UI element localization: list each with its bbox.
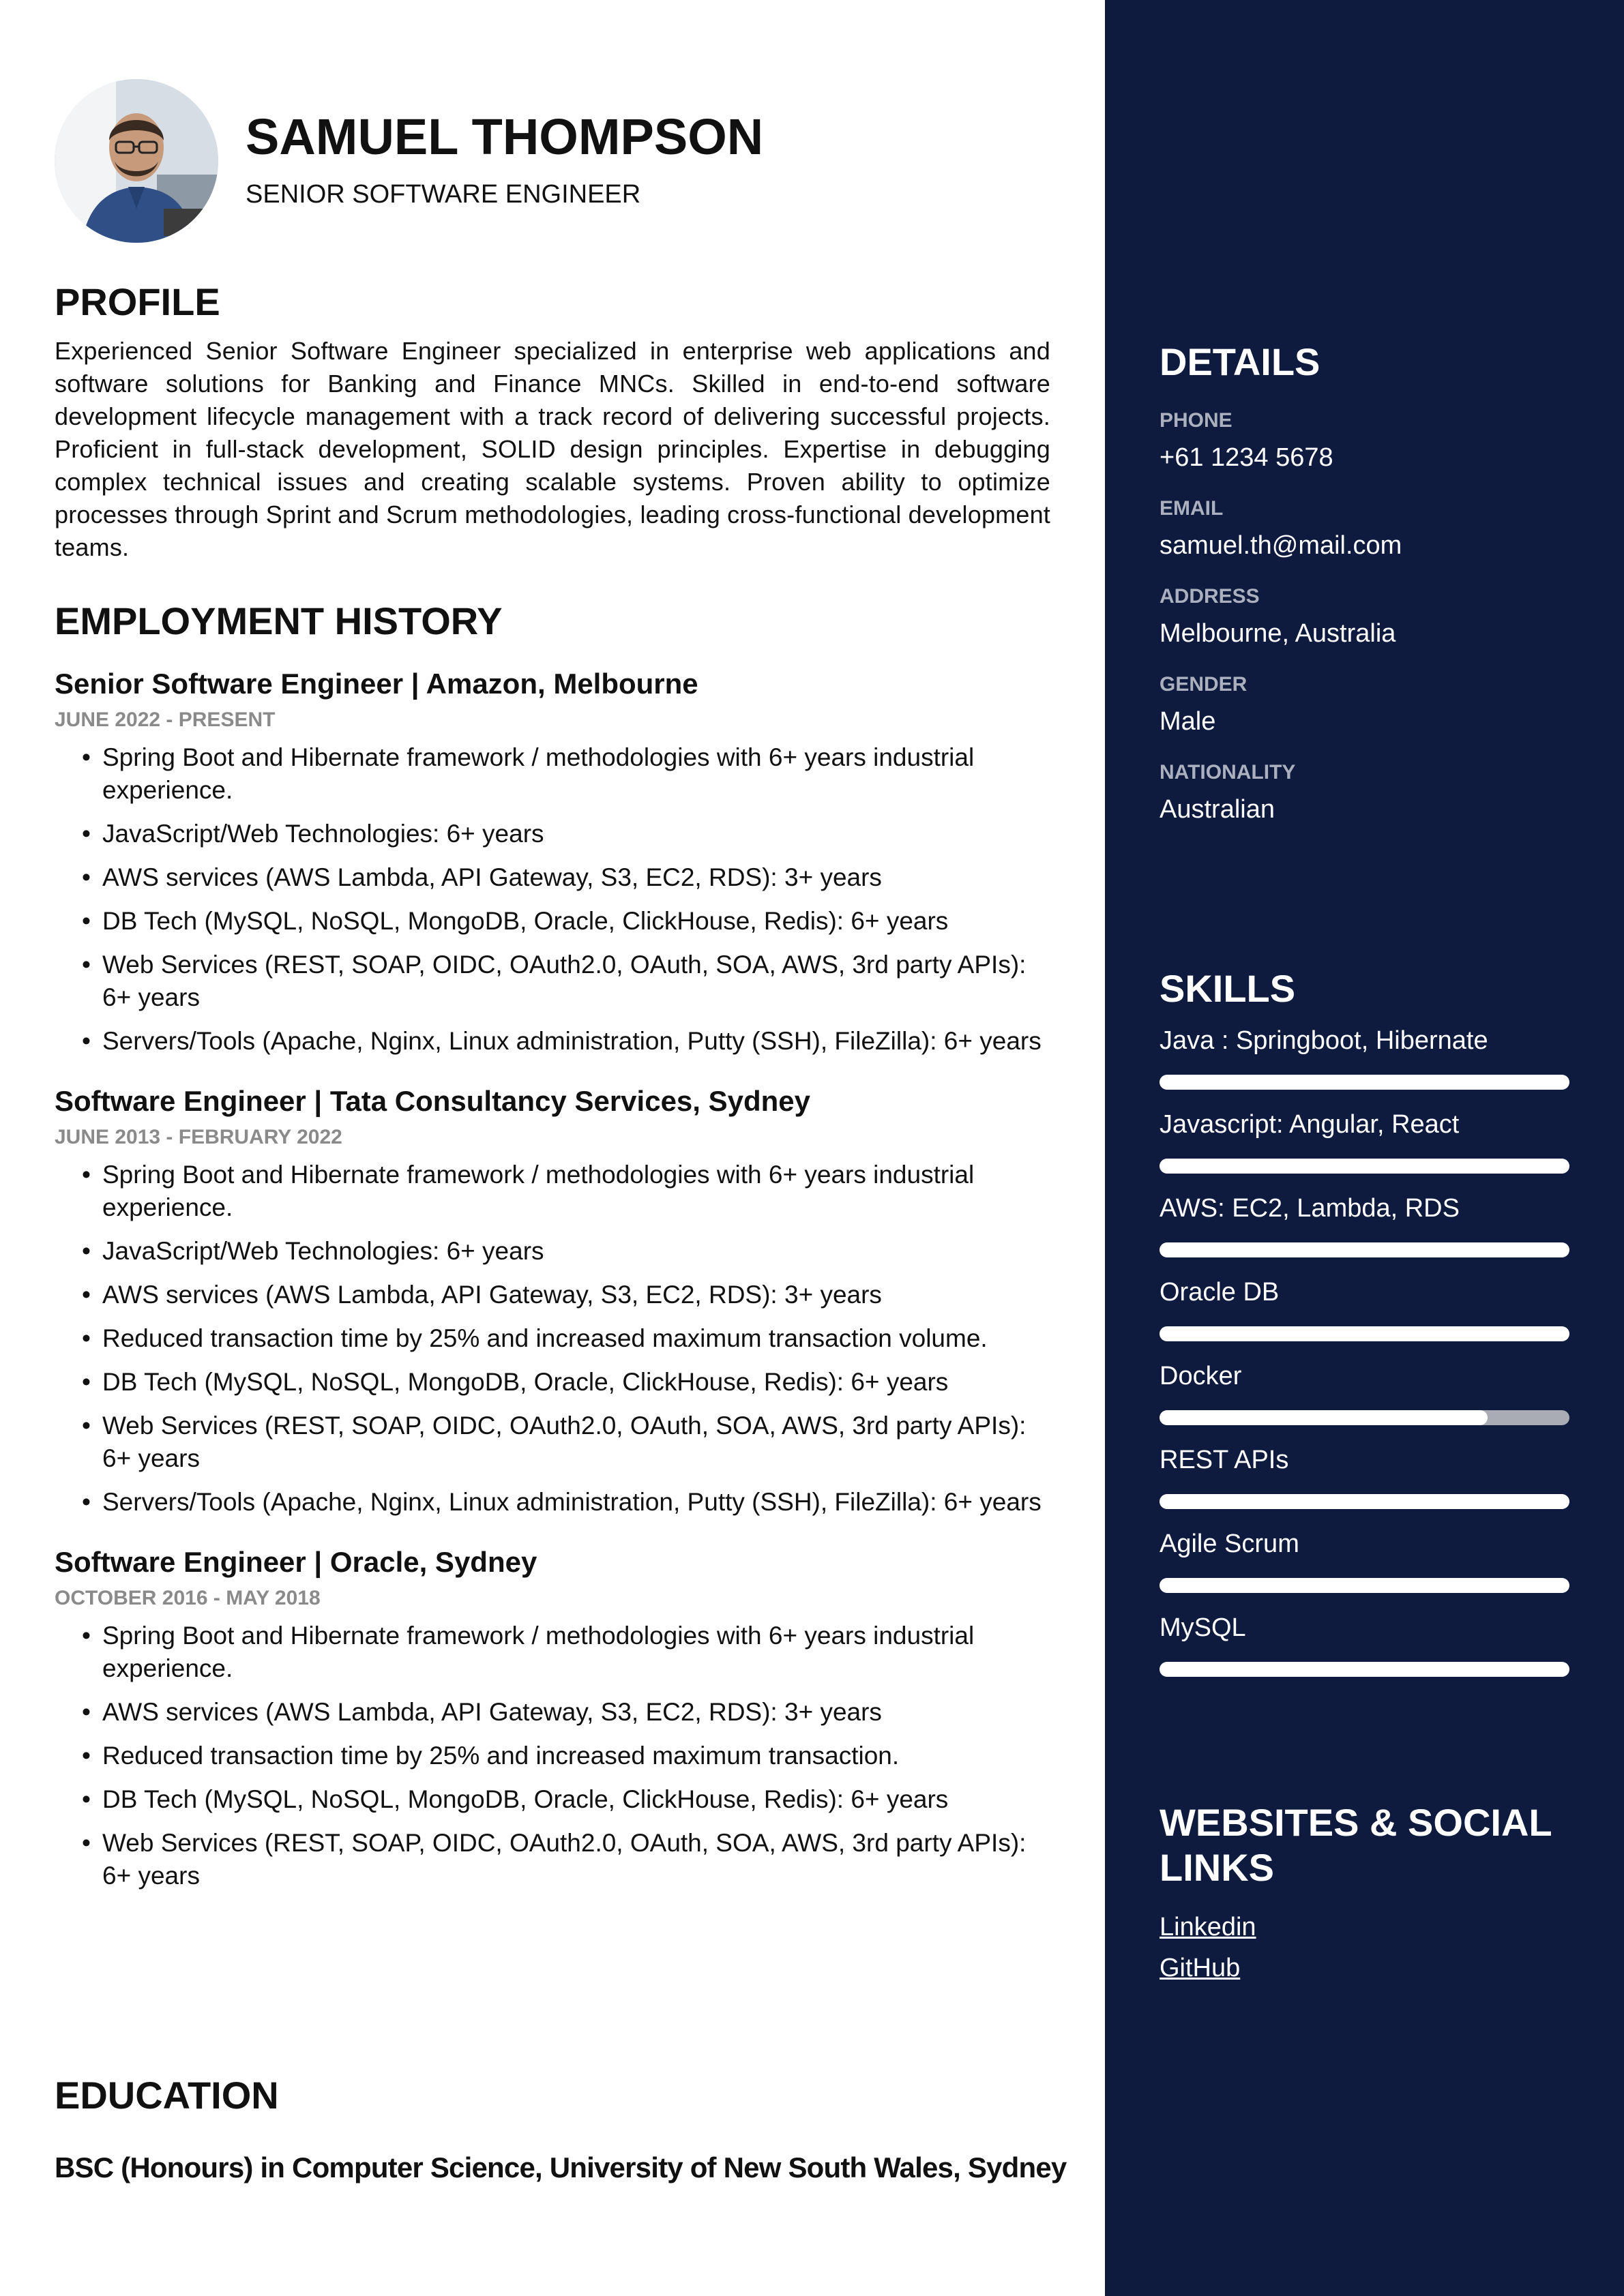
skill-item [1160, 1530, 1569, 1593]
skill-level-fill [1160, 1159, 1569, 1174]
skill-level-bar [1160, 1242, 1569, 1257]
job-title: Software Engineer | Oracle, Sydney [55, 1546, 537, 1578]
skill-level-fill [1160, 1410, 1488, 1425]
candidate-role: SENIOR SOFTWARE ENGINEER [246, 180, 641, 209]
candidate-name: SAMUEL THOMPSON [246, 108, 764, 165]
detail-label: ADDRESS [1160, 585, 1260, 608]
skills-section [1160, 966, 1569, 1677]
profile-section [55, 280, 1050, 564]
list-item: • JavaScript/Web Technologies: 6+ years [102, 818, 1050, 850]
skill-item [1160, 1026, 1569, 1090]
skill-level-bar [1160, 1410, 1569, 1425]
skill-name: REST APIs [1160, 1446, 1289, 1474]
education-section [55, 2073, 1067, 2184]
job-entry [55, 668, 1050, 1058]
skill-level-fill [1160, 1075, 1569, 1090]
list-item: • Reduced transaction time by 25% and increased maximum transaction. [102, 1740, 1050, 1772]
github-link[interactable]: GitHub [1160, 1954, 1241, 1982]
skill-level-bar [1160, 1159, 1569, 1174]
job-title: Senior Software Engineer | Amazon, Melbourne [55, 668, 698, 700]
skill-name: MySQL [1160, 1613, 1246, 1642]
skill-item [1160, 1194, 1569, 1257]
list-item: • Web Services (REST, SOAP, OIDC, OAuth2.0, OAuth, SOA, AWS, 3rd party APIs): 6+ years [102, 1410, 1050, 1475]
list-item: • Servers/Tools (Apache, Nginx, Linux administration, Putty (SSH), FileZilla): 6+ years [102, 1025, 1050, 1058]
skill-level-bar [1160, 1578, 1569, 1593]
linkedin-link[interactable]: Linkedin [1160, 1913, 1256, 1941]
detail-label: EMAIL [1160, 497, 1224, 520]
detail-email: samuel.th@mail.com [1160, 531, 1402, 560]
skill-name: AWS: EC2, Lambda, RDS [1160, 1194, 1460, 1223]
detail-address: Melbourne, Australia [1160, 619, 1396, 648]
detail-phone: +61 1234 5678 [1160, 443, 1333, 472]
profile-summary: Experienced Senior Software Engineer specialized in enterprise web applications and software solutions for Banking and Finance MNCs. Skilled in end-to-end software development lifecycle management with a track record of delivering successful projects. Proficient in full-stack development, SOLID design principles. Expertise in debugging complex technical issues and creating scalable systems. Proven ability to optimize processes through Sprint and Scrum methodologies, leading cross-functional development teams. [55, 337, 1051, 561]
section-title: PROFILE [55, 280, 220, 323]
skill-level-fill [1160, 1242, 1569, 1257]
skill-level-fill [1160, 1578, 1569, 1593]
education-degree: BSC (Honours) in Computer Science, University of New South Wales, Sydney [55, 2151, 1067, 2183]
job-bullets [55, 1620, 1050, 1892]
profile-photo [55, 79, 218, 243]
section-title: SKILLS [1160, 967, 1296, 1010]
skill-item [1160, 1446, 1569, 1509]
employment-section [55, 599, 1050, 1903]
skill-name: Agile Scrum [1160, 1530, 1299, 1558]
list-item: • DB Tech (MySQL, NoSQL, MongoDB, Oracle, ClickHouse, Redis): 6+ years [102, 1366, 1050, 1399]
job-bullets [55, 741, 1050, 1058]
list-item: • Spring Boot and Hibernate framework / methodologies with 6+ years industrial experience. [102, 1159, 1050, 1224]
list-item: • AWS services (AWS Lambda, API Gateway, S3, EC2, RDS): 3+ years [102, 861, 1050, 894]
skill-level-bar [1160, 1075, 1569, 1090]
list-item: • DB Tech (MySQL, NoSQL, MongoDB, Oracle, ClickHouse, Redis): 6+ years [102, 1783, 1050, 1816]
list-item: • Spring Boot and Hibernate framework / methodologies with 6+ years industrial experience. [102, 1620, 1050, 1685]
job-dates: JUNE 2022 - PRESENT [55, 709, 276, 731]
sidebar [1105, 0, 1624, 2296]
skill-item [1160, 1278, 1569, 1341]
skill-item [1160, 1362, 1569, 1425]
detail-label: PHONE [1160, 409, 1232, 432]
section-title: DETAILS [1160, 340, 1320, 383]
job-bullets [55, 1159, 1050, 1519]
detail-gender: Male [1160, 707, 1216, 736]
skill-name: Javascript: Angular, React [1160, 1110, 1460, 1139]
links-section [1160, 1800, 1569, 1988]
detail-nationality: Australian [1160, 795, 1275, 824]
list-item: • AWS services (AWS Lambda, API Gateway, S3, EC2, RDS): 3+ years [102, 1279, 1050, 1311]
details-section [1160, 340, 1569, 824]
section-title: EMPLOYMENT HISTORY [55, 599, 503, 642]
list-item: • AWS services (AWS Lambda, API Gateway, S3, EC2, RDS): 3+ years [102, 1696, 1050, 1729]
list-item: • Web Services (REST, SOAP, OIDC, OAuth2.0, OAuth, SOA, AWS, 3rd party APIs): 6+ years [102, 949, 1050, 1014]
skill-level-fill [1160, 1326, 1569, 1341]
list-item: • Spring Boot and Hibernate framework / methodologies with 6+ years industrial experience. [102, 741, 1050, 807]
job-entry [55, 1546, 1050, 1892]
skill-level-bar [1160, 1494, 1569, 1509]
job-title: Software Engineer | Tata Consultancy Services, Sydney [55, 1085, 811, 1117]
skill-level-fill [1160, 1662, 1569, 1677]
detail-label: NATIONALITY [1160, 761, 1296, 784]
section-title: WEBSITES & SOCIAL LINKS [1160, 1801, 1552, 1889]
skill-level-bar [1160, 1662, 1569, 1677]
list-item: • Reduced transaction time by 25% and increased maximum transaction volume. [102, 1322, 1050, 1355]
skill-name: Oracle DB [1160, 1278, 1280, 1307]
skill-item [1160, 1110, 1569, 1174]
list-item: • JavaScript/Web Technologies: 6+ years [102, 1235, 1050, 1268]
resume-header [55, 79, 1050, 243]
skill-name: Java : Springboot, Hibernate [1160, 1026, 1488, 1055]
detail-label: GENDER [1160, 673, 1247, 696]
skill-name: Docker [1160, 1362, 1242, 1390]
skill-level-fill [1160, 1494, 1569, 1509]
skill-level-bar [1160, 1326, 1569, 1341]
job-entry [55, 1085, 1050, 1519]
skill-item [1160, 1613, 1569, 1677]
list-item: • Servers/Tools (Apache, Nginx, Linux administration, Putty (SSH), FileZilla): 6+ years [102, 1486, 1050, 1519]
list-item: • DB Tech (MySQL, NoSQL, MongoDB, Oracle, ClickHouse, Redis): 6+ years [102, 905, 1050, 938]
job-dates: OCTOBER 2016 - MAY 2018 [55, 1587, 321, 1609]
section-title: EDUCATION [55, 2074, 279, 2117]
person-photo-icon [55, 79, 218, 243]
list-item: • Web Services (REST, SOAP, OIDC, OAuth2.0, OAuth, SOA, AWS, 3rd party APIs): 6+ years [102, 1827, 1050, 1892]
job-dates: JUNE 2013 - FEBRUARY 2022 [55, 1126, 342, 1148]
